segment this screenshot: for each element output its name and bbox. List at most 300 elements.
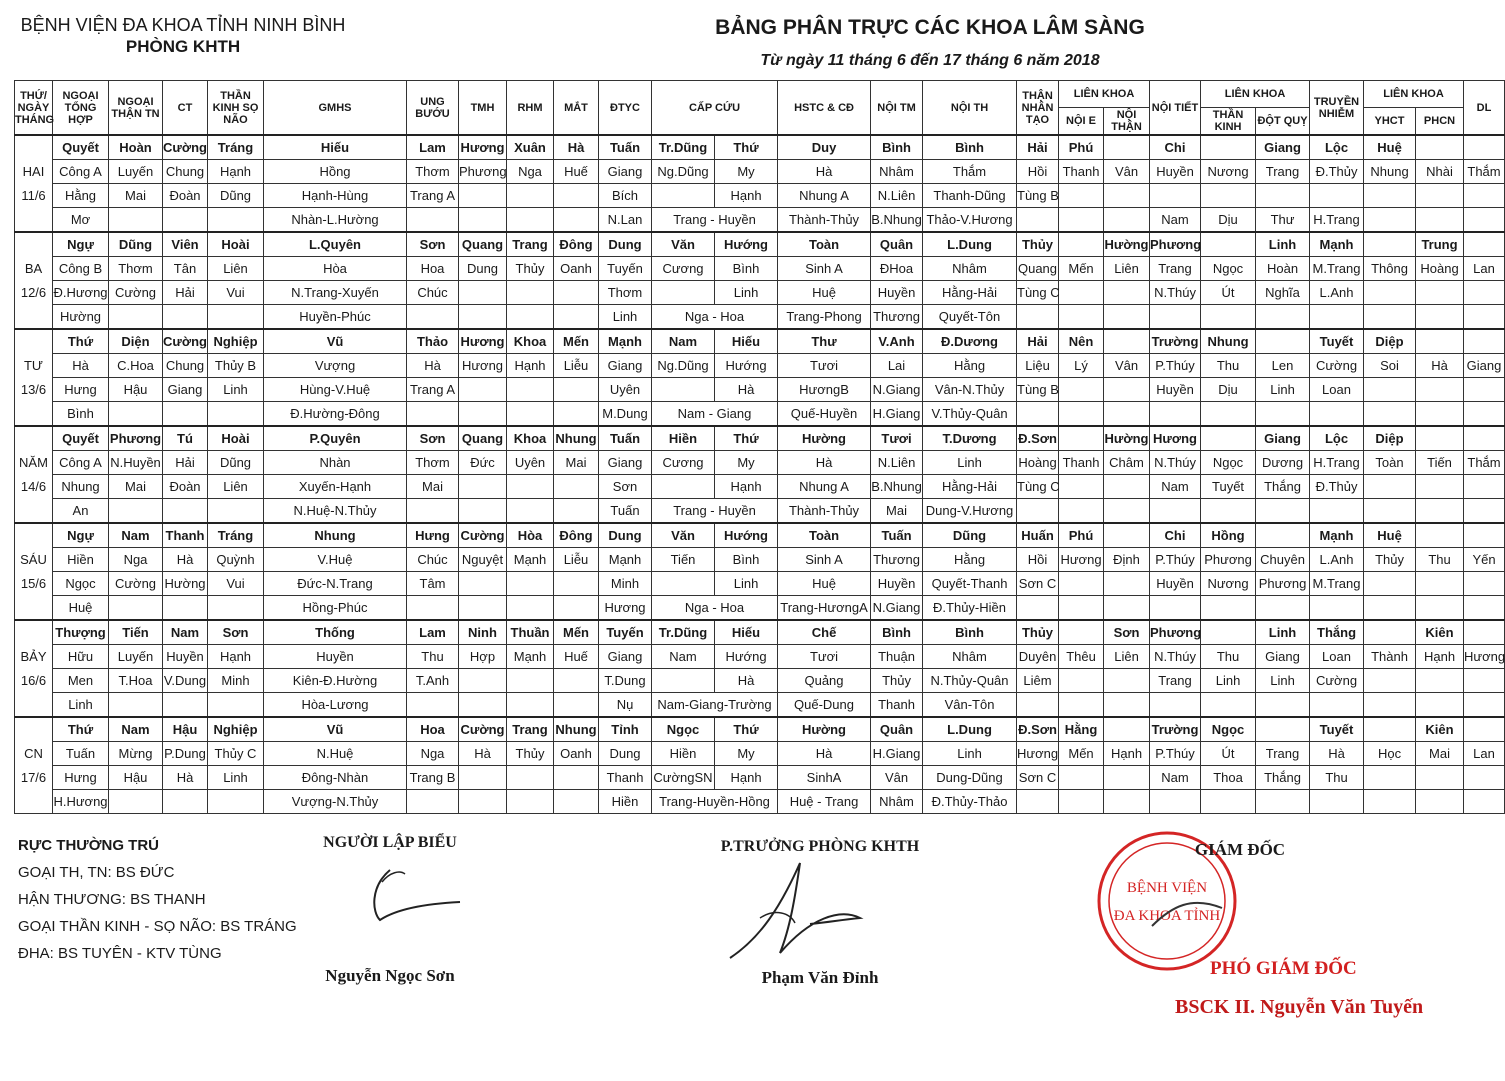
table-cell: Thứ (715, 717, 778, 742)
table-cell: Thắm (1464, 451, 1505, 475)
table-cell: Thắm (1464, 160, 1505, 184)
column-header: LIÊN KHOA (1201, 81, 1310, 108)
table-cell (459, 208, 507, 233)
table-cell: My (715, 742, 778, 766)
table-cell (652, 572, 715, 596)
table-cell: Nhâm (923, 257, 1017, 281)
table-cell: Hằng (923, 548, 1017, 572)
table-cell (1364, 693, 1416, 718)
table-cell: Nghĩa (1256, 281, 1310, 305)
table-cell: Dung-Dũng (923, 766, 1017, 790)
column-header: MẮT (554, 81, 599, 136)
column-header: CẤP CỨU (652, 81, 778, 136)
table-cell: Loan (1310, 645, 1364, 669)
table-cell: Hoàng (1017, 451, 1059, 475)
table-cell: Mến (1059, 742, 1104, 766)
table-cell (1416, 208, 1464, 233)
table-cell: Hạnh (507, 354, 554, 378)
table-cell: Toàn (1364, 451, 1416, 475)
table-cell (1464, 596, 1505, 621)
table-cell: Trang - Huyền (652, 208, 778, 233)
table-cell (163, 499, 208, 524)
table-cell: Linh (1256, 378, 1310, 402)
table-cell: Hướng (715, 645, 778, 669)
table-cell (1104, 184, 1150, 208)
table-cell: Hạnh (208, 160, 264, 184)
table-cell: Hoài (208, 426, 264, 451)
table-cell: P.Quyên (264, 426, 407, 451)
table-cell: Dịu (1201, 208, 1256, 233)
table-row (15, 548, 1505, 572)
table-cell (1104, 305, 1150, 330)
table-cell: Dịu (1201, 378, 1256, 402)
table-cell: Thanh (871, 693, 923, 718)
table-cell (1150, 305, 1201, 330)
table-cell: Huấn (1017, 523, 1059, 548)
table-cell: Nhâm (871, 160, 923, 184)
table-cell: Vượng (264, 354, 407, 378)
table-cell (652, 378, 715, 402)
table-cell (1017, 596, 1059, 621)
table-cell: Hậu (163, 717, 208, 742)
column-header: THẬN NHÂN TẠO (1017, 81, 1059, 136)
table-cell: Linh (53, 693, 109, 718)
table-row (15, 281, 1505, 305)
table-cell: Hồng (1201, 523, 1256, 548)
table-row (15, 305, 1505, 330)
table-cell (1104, 596, 1150, 621)
table-cell (1104, 208, 1150, 233)
table-cell: Trang B (407, 766, 459, 790)
table-cell: Linh (923, 742, 1017, 766)
table-cell (459, 402, 507, 427)
table-cell (1364, 305, 1416, 330)
table-cell (1364, 669, 1416, 693)
table-cell: Hà (554, 135, 599, 160)
table-cell: Mơ (53, 208, 109, 233)
table-cell (1416, 790, 1464, 814)
table-cell: Tiến (109, 620, 163, 645)
table-cell: Thanh (599, 766, 652, 790)
table-cell (208, 208, 264, 233)
table-cell (652, 669, 715, 693)
table-cell (507, 208, 554, 233)
table-cell: Giang (1256, 135, 1310, 160)
table-cell: Trang (507, 232, 554, 257)
column-header: TMH (459, 81, 507, 136)
table-cell: Vũ (264, 329, 407, 354)
table-cell: Trang (1150, 257, 1201, 281)
table-cell: Chế (778, 620, 871, 645)
table-cell: Hạnh (715, 184, 778, 208)
day-cell (15, 790, 53, 814)
table-cell: Công A (53, 451, 109, 475)
table-cell (1464, 499, 1505, 524)
table-cell (163, 402, 208, 427)
table-cell: Nam (163, 620, 208, 645)
table-cell: Tráng (208, 135, 264, 160)
table-cell: Trang - Huyền (652, 499, 778, 524)
table-cell (1310, 596, 1364, 621)
table-cell (1364, 717, 1416, 742)
table-cell (507, 596, 554, 621)
table-cell: Hà (778, 451, 871, 475)
table-cell (1150, 596, 1201, 621)
table-cell: Liễu (554, 354, 599, 378)
table-cell: Vân (1104, 160, 1150, 184)
table-cell: Thanh (1059, 160, 1104, 184)
table-cell: Hường (163, 572, 208, 596)
table-cell: Nhàn-L.Hường (264, 208, 407, 233)
table-cell: Hiếu (715, 620, 778, 645)
table-cell: Nga (407, 742, 459, 766)
table-cell: Chung (163, 354, 208, 378)
table-cell: Hương (459, 135, 507, 160)
table-cell: Đông (554, 523, 599, 548)
table-cell (1416, 402, 1464, 427)
table-cell: Giang (1464, 354, 1505, 378)
day-cell: 17/6 (15, 766, 53, 790)
table-cell: Ninh (459, 620, 507, 645)
table-cell: Mạnh (507, 645, 554, 669)
table-cell: Quyết (53, 135, 109, 160)
day-cell: NĂM (15, 451, 53, 475)
table-cell: Sơn C (1017, 766, 1059, 790)
table-row (15, 426, 1505, 451)
table-cell: Hiền (652, 426, 715, 451)
table-cell (1464, 426, 1505, 451)
table-cell: HươngB (778, 378, 871, 402)
table-cell: Hồi (1017, 548, 1059, 572)
day-cell: BẢY (15, 645, 53, 669)
table-cell (1364, 281, 1416, 305)
table-cell (1059, 669, 1104, 693)
table-cell: Tươi (871, 426, 923, 451)
table-cell (1464, 305, 1505, 330)
table-cell (1464, 329, 1505, 354)
table-cell: Quân (871, 717, 923, 742)
table-cell: Dũng (923, 523, 1017, 548)
table-cell: Tuấn (53, 742, 109, 766)
table-cell: Quyết-Tôn (923, 305, 1017, 330)
table-cell: Hiền (599, 790, 652, 814)
table-cell: Hường (778, 426, 871, 451)
table-cell (1017, 693, 1059, 718)
table-cell: B.Nhung (871, 208, 923, 233)
table-row (15, 620, 1505, 645)
table-cell: Bình (923, 135, 1017, 160)
table-cell: Huyền-Phúc (264, 305, 407, 330)
table-cell: Giang (599, 645, 652, 669)
table-cell (1364, 232, 1416, 257)
table-cell: Trang-Huyền-Hồng (652, 790, 778, 814)
table-cell (1104, 475, 1150, 499)
table-cell: Nga - Hoa (652, 305, 778, 330)
table-cell: Mai (871, 499, 923, 524)
table-cell: Nhâm (923, 645, 1017, 669)
table-cell (1416, 499, 1464, 524)
day-cell (15, 329, 53, 354)
table-cell: V.Anh (871, 329, 923, 354)
table-cell (109, 402, 163, 427)
table-row (15, 669, 1505, 693)
day-cell: 14/6 (15, 475, 53, 499)
table-cell (554, 572, 599, 596)
table-cell (1017, 402, 1059, 427)
table-cell: Hạnh (1104, 742, 1150, 766)
table-cell: Dung (599, 742, 652, 766)
table-cell (1104, 523, 1150, 548)
table-cell: Nhung (554, 717, 599, 742)
table-cell: Mai (109, 184, 163, 208)
table-cell (1310, 402, 1364, 427)
table-cell (1104, 378, 1150, 402)
table-cell (1201, 790, 1256, 814)
table-cell: Hợp (459, 645, 507, 669)
table-row (15, 693, 1505, 718)
table-cell: Kiên (1416, 620, 1464, 645)
table-cell (1104, 402, 1150, 427)
table-cell (1464, 620, 1505, 645)
table-cell (1104, 329, 1150, 354)
column-header: NỘI TH (923, 81, 1017, 136)
table-cell: Trang A (407, 378, 459, 402)
table-cell: T.Anh (407, 669, 459, 693)
table-cell: Dũng (109, 232, 163, 257)
column-header: NGOẠI TỔNG HỢP (53, 81, 109, 136)
table-cell: Yến (1464, 548, 1505, 572)
column-header: DL (1464, 81, 1505, 136)
table-cell: Tr.Dũng (652, 135, 715, 160)
table-cell: T.Hoa (109, 669, 163, 693)
table-cell: Loan (1310, 378, 1364, 402)
table-cell (407, 790, 459, 814)
table-cell: Hằng-Hải (923, 475, 1017, 499)
day-cell: 16/6 (15, 669, 53, 693)
table-cell (459, 499, 507, 524)
table-cell: Hạnh (1416, 645, 1464, 669)
table-cell: Hoài (208, 232, 264, 257)
table-cell: Nhâm (871, 790, 923, 814)
table-cell (1416, 378, 1464, 402)
subcolumn-header: THẦN KINH (1201, 108, 1256, 136)
table-cell: Nga (507, 160, 554, 184)
table-cell: Huệ (1364, 135, 1416, 160)
table-cell: Hòa (264, 257, 407, 281)
table-cell: Hà (459, 742, 507, 766)
table-row (15, 596, 1505, 621)
table-cell: Mai (407, 475, 459, 499)
head-of-dept-title: P.TRƯỞNG PHÒNG KHTH (720, 838, 920, 855)
table-cell: Quế-Huyền (778, 402, 871, 427)
table-cell (163, 693, 208, 718)
table-cell (1059, 475, 1104, 499)
table-cell (407, 693, 459, 718)
table-cell: Hương (459, 329, 507, 354)
table-cell: Mai (554, 451, 599, 475)
table-cell: Hiền (53, 548, 109, 572)
table-cell: Tú (163, 426, 208, 451)
table-cell (459, 305, 507, 330)
table-cell: Bình (715, 257, 778, 281)
table-cell: Hạnh-Hùng (264, 184, 407, 208)
table-cell (554, 208, 599, 233)
table-cell: Cương (652, 257, 715, 281)
table-cell: Len (1256, 354, 1310, 378)
table-cell: N.Giang (871, 378, 923, 402)
table-cell: Huệ - Trang (778, 790, 871, 814)
table-row (15, 790, 1505, 814)
head-of-dept-name: Phạm Văn Đỉnh (761, 968, 879, 987)
subcolumn-header: YHCT (1364, 108, 1416, 136)
table-cell: Sinh A (778, 548, 871, 572)
table-cell: Thương (871, 548, 923, 572)
header-right (560, 14, 1300, 74)
table-cell (109, 790, 163, 814)
table-row (15, 184, 1505, 208)
table-cell (1104, 135, 1150, 160)
document-subtitle: Từ ngày 11 tháng 6 đến 17 tháng 6 năm 2018 (760, 52, 1100, 69)
table-cell (1416, 596, 1464, 621)
table-cell (1104, 766, 1150, 790)
day-cell: HAI (15, 160, 53, 184)
preparer-signature-image (360, 862, 470, 932)
table-cell: Thảo (407, 329, 459, 354)
table-cell: Vân (1104, 354, 1150, 378)
column-header: NGOẠI THẬN TN (109, 81, 163, 136)
table-cell (1416, 572, 1464, 596)
table-cell: Dung (599, 523, 652, 548)
table-cell: T.Dung (599, 669, 652, 693)
table-cell: N.Giang (871, 596, 923, 621)
table-cell: Linh (599, 305, 652, 330)
table-cell: Hà (1416, 354, 1464, 378)
table-cell (1364, 766, 1416, 790)
day-cell (15, 620, 53, 645)
resident-duty-block (18, 832, 297, 967)
table-cell: N.Thủy-Quân (923, 669, 1017, 693)
table-cell: Thư (778, 329, 871, 354)
table-cell: Huệ (53, 596, 109, 621)
table-cell (109, 499, 163, 524)
table-cell: Thủy (1017, 232, 1059, 257)
table-cell: Thủy C (208, 742, 264, 766)
table-cell (459, 378, 507, 402)
table-cell (554, 305, 599, 330)
table-cell: Hữu (53, 645, 109, 669)
table-cell (109, 305, 163, 330)
table-cell: Hương (1464, 645, 1505, 669)
table-cell (1416, 135, 1464, 160)
table-cell: Thu (1201, 354, 1256, 378)
table-cell: Ngự (53, 523, 109, 548)
table-cell: Tuyến (599, 620, 652, 645)
table-cell: Tuyết (1201, 475, 1256, 499)
table-cell (1104, 572, 1150, 596)
table-cell (1364, 790, 1416, 814)
table-cell: Thứ (53, 329, 109, 354)
column-header: UNG BƯỚU (407, 81, 459, 136)
table-cell: My (715, 451, 778, 475)
table-cell: Lan (1464, 257, 1505, 281)
table-row (15, 499, 1505, 524)
table-cell: T.Dương (923, 426, 1017, 451)
table-cell (1464, 790, 1505, 814)
table-cell: Kiên-Đ.Hường (264, 669, 407, 693)
table-cell: Cường (459, 717, 507, 742)
day-cell (15, 717, 53, 742)
table-cell: Giang (1256, 645, 1310, 669)
table-cell (1059, 281, 1104, 305)
table-cell: Hùng-V.Huệ (264, 378, 407, 402)
table-cell (1059, 693, 1104, 718)
table-cell: M.Trang (1310, 572, 1364, 596)
table-cell: Thơm (599, 281, 652, 305)
table-cell: L.Anh (1310, 281, 1364, 305)
table-cell: N.Huyền (109, 451, 163, 475)
table-cell (1364, 402, 1416, 427)
table-cell: Đức-N.Trang (264, 572, 407, 596)
table-cell (163, 596, 208, 621)
table-cell (1201, 499, 1256, 524)
day-cell: SÁU (15, 548, 53, 572)
table-row (15, 402, 1505, 427)
table-cell: Ng.Dũng (652, 354, 715, 378)
table-cell: Trường (1150, 329, 1201, 354)
table-cell (1464, 402, 1505, 427)
table-row (15, 135, 1505, 160)
table-cell: Thư (1256, 208, 1310, 233)
table-cell: Nhung (53, 475, 109, 499)
table-cell (1464, 717, 1505, 742)
table-cell: Hoàng (1416, 257, 1464, 281)
table-cell: Ngọc (1201, 257, 1256, 281)
table-cell: Huế (554, 645, 599, 669)
table-cell: Sơn (1104, 620, 1150, 645)
table-cell: Thành-Thủy (778, 208, 871, 233)
table-cell: Nam - Giang (652, 402, 778, 427)
column-header: THỨ/ NGÀY THÁNG (15, 81, 53, 136)
table-row (15, 232, 1505, 257)
table-cell (507, 669, 554, 693)
table-cell: Cường (459, 523, 507, 548)
column-header: LIÊN KHOA (1364, 81, 1464, 108)
table-cell: Hiếu (264, 135, 407, 160)
table-cell (163, 305, 208, 330)
table-cell: Thắng (1310, 620, 1364, 645)
table-cell: Tươi (778, 645, 871, 669)
table-cell: Hồi (1017, 160, 1059, 184)
department-name: PHÒNG KHTH (125, 37, 241, 56)
table-cell: Tùng B (1017, 378, 1059, 402)
table-cell: Sơn C (1017, 572, 1059, 596)
table-cell (554, 281, 599, 305)
table-cell (1364, 499, 1416, 524)
table-row (15, 354, 1505, 378)
table-cell: Tuấn (599, 135, 652, 160)
table-cell: Vân-Tôn (923, 693, 1017, 718)
table-cell: Hoa (407, 257, 459, 281)
table-cell (1256, 499, 1310, 524)
table-cell: Bích (599, 184, 652, 208)
table-cell: Nam (652, 329, 715, 354)
table-cell (459, 596, 507, 621)
table-cell (507, 184, 554, 208)
table-cell: My (715, 160, 778, 184)
table-cell: Huệ (778, 281, 871, 305)
table-cell: V.Huệ (264, 548, 407, 572)
table-cell: Trung (1416, 232, 1464, 257)
